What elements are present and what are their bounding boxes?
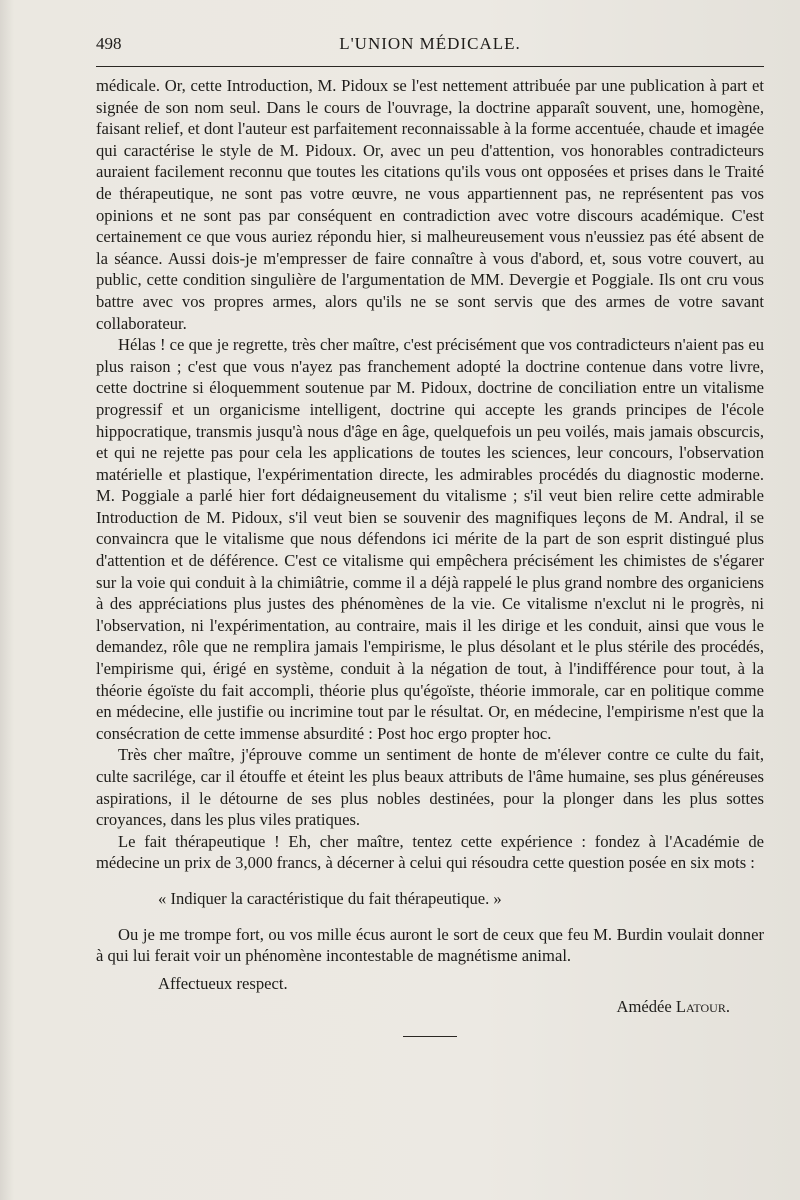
article-body xyxy=(96,75,764,1018)
author-signature xyxy=(96,996,764,1018)
running-title: L'UNION MÉDICALE. xyxy=(339,34,521,53)
page-header xyxy=(96,30,764,56)
author-last-name: Latour. xyxy=(675,997,730,1017)
paragraph: Ou je me trompe fort, ou vos mille écus auront le sort de ceux que feu M. Burdin voulait donner à qui lui ferait voir un phénomène incontestable de magnétisme animal. xyxy=(96,924,764,966)
paragraph: Très cher maître, j'éprouve comme un sentiment de honte de m'élever contre ce culte du fait, culte sacrilége, car il étouffe et éteint les plus beaux attributs de l'âme humaine, ses plus généreuses aspirations, il le détourne de ses plus nobles destinées, pour la plonger dans les plus sottes croyances, dans les plus viles pratiques. xyxy=(96,745,764,830)
closing-salutation: Affectueux respect. xyxy=(158,973,288,993)
quoted-question: « Indiquer la caractéristique du fait thérapeutique. » xyxy=(158,888,502,908)
page-number: 498 xyxy=(96,34,122,53)
paragraph: médicale. Or, cette Introduction, M. Pidoux se l'est nettement attribuée par une publication à part et signée de son nom seul. Dans le cours de l'ouvrage, la doctrine apparaît souvent, une, homogène, faisant relief, et dont l'auteur est parfaitement reconnaissable à la forme accentuée, chaude et imagée qui caractérise le style de M. Pidoux. Or, avec un peu d'attention, vos honorables contradicteurs auraient facilement reconnu que toutes les citations qu'ils vous ont opposées et prises dans le Traité de thérapeutique, ne sont pas votre œuvre, ne vous appartiennent pas, ne représentent pas vos opinions et ne sont pas par conséquent en contradiction avec votre discours académique. C'est certainement ce que vous auriez répondu hier, si malheureusement vous n'eussiez pas été absent de la séance. Aussi dois-je m'empresser de faire connaître à vous d'abord, et, sous votre couvert, au public, cette condition singulière de l'argumentation de MM. Devergie et Poggiale. Ils ont cru vous battre avec vos propres armes, alors qu'ils ne se sont servis que des armes de votre savant collaborateur. xyxy=(96,76,764,333)
paragraph: Le fait thérapeutique ! Eh, cher maître, tentez cette expérience : fondez à l'Académie de médecine un prix de 3,000 francs, à décerner à celui qui résoudra cette question posée en six mots : xyxy=(96,831,764,873)
footer-rule xyxy=(403,1036,457,1037)
author-first-name: Amédée xyxy=(616,997,672,1017)
paragraph: Hélas ! ce que je regrette, très cher maître, c'est précisément que vos contradicteurs n'aient pas eu plus raison ; c'est que vous n'ayez pas franchement adopté la doctrine contenue dans votre livre, cette doctrine si éloquemment soutenue par M. Pidoux, doctrine de conciliation entre un vitalisme progressif et un organicisme intelligent, doctrine qui accepte les grands principes de l'école hippocratique, transmis jusqu'à nous d'âge en âge, quelquefois un peu voilés, mais jamais obscurcis, et qui ne rejette pas pour cela les applications de toutes les sciences, leur concours, l'observation matérielle et plastique, l'expérimentation directe, les admirables procédés du diagnostic moderne. M. Poggiale a parlé hier fort dédaigneusement du vitalisme ; s'il veut bien relire cette admirable Introduction de M. Pidoux, s'il veut bien se souvenir des magnifiques leçons de M. Andral, il se convaincra que le vitalisme que nous défendons ici mérite de la part de son esprit distingué plus d'attention et de déférence. C'est ce vitalisme qui empêchera précisément les chimistes de s'égarer sur la voie qui conduit à la chimiâtrie, comme il a déjà rappelé le plus grand nombre des organiciens à des appréciations plus justes des phénomènes de la vie. Ce vitalisme n'exclut ni le progrès, ni l'observation, ni l'expérimentation, au contraire, mais il les dirige et les conduit, ainsi que vous le demandez, rôle que ne remplira jamais l'empirisme, le plus désolant et le plus stérile des procédés, l'empirisme qui, érigé en système, conduit à la négation de tout, à l'indifférence pour tout, à la théorie égoïste du fait accompli, théorie plus qu'égoïste, théorie immorale, car en politique comme en médecine, elle justifie ou incrimine tout par le résultat. Or, en médecine, l'empirisme n'est que la consécration de cette immense absurdité : Post hoc ergo propter hoc. xyxy=(96,335,764,743)
header-rule xyxy=(96,66,764,67)
